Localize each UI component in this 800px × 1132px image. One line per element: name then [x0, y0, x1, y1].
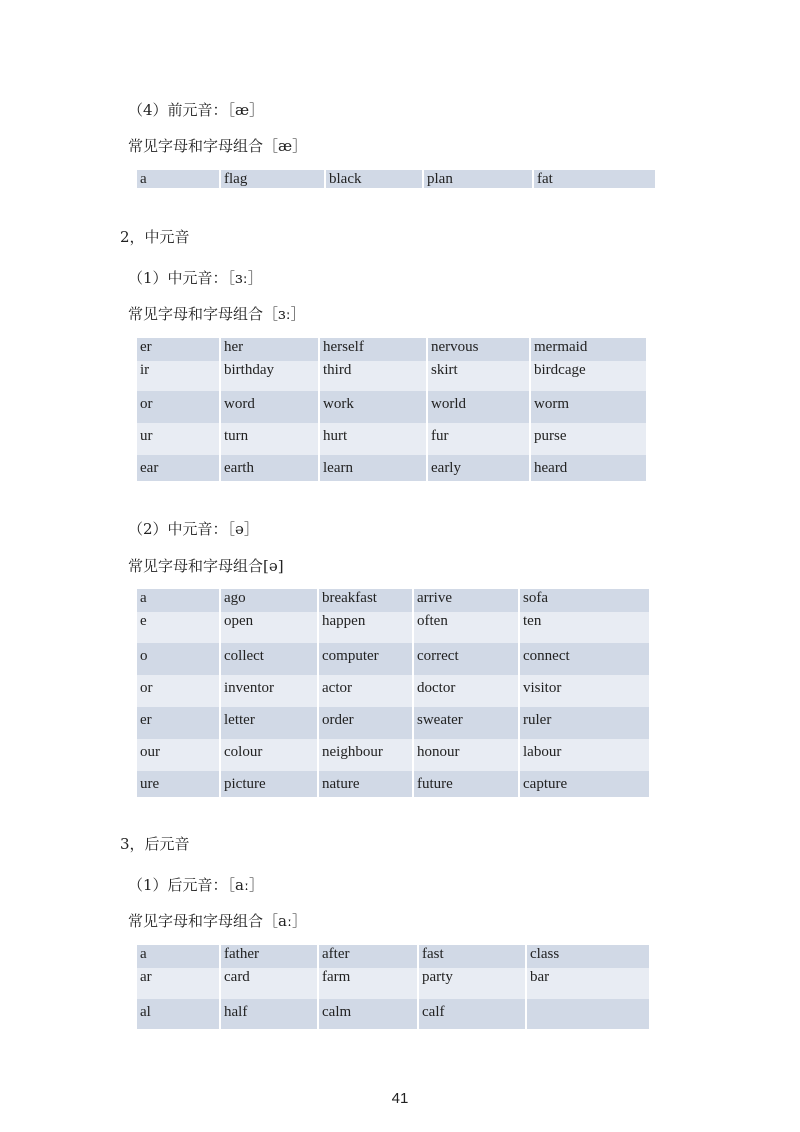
table-cell: her [221, 338, 318, 361]
table-row [137, 338, 646, 361]
table-row [137, 707, 649, 739]
table-cell: party [419, 968, 525, 999]
table-cell: card [221, 968, 317, 999]
back1-caption: 常见字母和字母组合［aː］ [128, 912, 307, 930]
table-cell: visitor [520, 675, 649, 707]
table-cell: father [221, 945, 317, 968]
table-cell: work [320, 391, 426, 423]
table-cell: al [137, 999, 219, 1029]
table-cell: capture [520, 771, 649, 797]
table-cell: calf [419, 999, 525, 1029]
table-cell: fur [428, 423, 529, 455]
table-cell: turn [221, 423, 318, 455]
table-cell: collect [221, 643, 317, 675]
middle-vowel-heading: 2，中元音 [120, 228, 190, 246]
table-cell: early [428, 455, 529, 481]
table-cell: a [137, 170, 219, 188]
table-cell: nature [319, 771, 412, 797]
back1-heading: （1）后元音：［aː］ [128, 876, 265, 894]
table-cell: sofa [520, 589, 649, 612]
table-cell: er [137, 338, 219, 361]
table-cell: arrive [414, 589, 518, 612]
table-row [137, 612, 649, 643]
table-cell: world [428, 391, 529, 423]
table-cell: third [320, 361, 426, 391]
table-cell: farm [319, 968, 417, 999]
table-cell: purse [531, 423, 646, 455]
table-cell: sweater [414, 707, 518, 739]
table-cell: earth [221, 455, 318, 481]
table-cell: calm [319, 999, 417, 1029]
table-cell: a [137, 945, 219, 968]
ae-table [135, 170, 657, 188]
table-row [137, 675, 649, 707]
table-cell: mermaid [531, 338, 646, 361]
table-cell: fast [419, 945, 525, 968]
table-cell: e [137, 612, 219, 643]
table-cell: word [221, 391, 318, 423]
table-cell: ago [221, 589, 317, 612]
table-cell: computer [319, 643, 412, 675]
table-row [137, 643, 649, 675]
mid1-caption: 常见字母和字母组合［ɜː］ [128, 305, 306, 323]
table-cell: picture [221, 771, 317, 797]
table-row [137, 361, 646, 391]
table-cell: learn [320, 455, 426, 481]
table-cell: after [319, 945, 417, 968]
table-cell: flag [221, 170, 324, 188]
table-row [137, 589, 649, 612]
table-cell: order [319, 707, 412, 739]
table-cell: black [326, 170, 422, 188]
table-row [137, 170, 655, 188]
table-cell: heard [531, 455, 646, 481]
table-cell: inventor [221, 675, 317, 707]
table-cell: worm [531, 391, 646, 423]
mid2-caption: 常见字母和字母组合[ə] [128, 557, 284, 575]
schwa-table [135, 589, 651, 797]
table-cell: ar [137, 968, 219, 999]
table-cell: correct [414, 643, 518, 675]
table-row [137, 968, 649, 999]
table-cell: happen [319, 612, 412, 643]
table-cell: or [137, 391, 219, 423]
table-cell [527, 999, 649, 1029]
table-row [137, 391, 646, 423]
table-cell: nervous [428, 338, 529, 361]
table-cell: plan [424, 170, 532, 188]
table-row [137, 423, 646, 455]
table-cell: breakfast [319, 589, 412, 612]
mid2-heading: （2）中元音：［ə］ [128, 520, 259, 538]
table-cell: colour [221, 739, 317, 771]
table-cell: bar [527, 968, 649, 999]
table-cell: letter [221, 707, 317, 739]
table-cell: birthday [221, 361, 318, 391]
table-cell: o [137, 643, 219, 675]
table-cell: ur [137, 423, 219, 455]
table-row [137, 999, 649, 1029]
er-long-table [135, 338, 648, 481]
table-cell: er [137, 707, 219, 739]
table-cell: labour [520, 739, 649, 771]
table-cell: herself [320, 338, 426, 361]
table-cell: skirt [428, 361, 529, 391]
table-cell: often [414, 612, 518, 643]
table-cell: half [221, 999, 317, 1029]
table-cell: neighbour [319, 739, 412, 771]
table-row [137, 455, 646, 481]
table-cell: open [221, 612, 317, 643]
table-cell: connect [520, 643, 649, 675]
page-number: 41 [391, 1090, 409, 1107]
table-cell: honour [414, 739, 518, 771]
front-vowel-caption: 常见字母和字母组合［æ］ [128, 137, 308, 155]
table-cell: future [414, 771, 518, 797]
table-cell: birdcage [531, 361, 646, 391]
front-vowel-heading: （4）前元音：［æ］ [128, 101, 265, 119]
table-row [137, 771, 649, 797]
table-cell: doctor [414, 675, 518, 707]
table-cell: a [137, 589, 219, 612]
table-row [137, 945, 649, 968]
table-cell: ir [137, 361, 219, 391]
a-long-table [135, 945, 651, 1029]
mid1-heading: （1）中元音：［ɜː］ [128, 269, 263, 287]
table-cell: ear [137, 455, 219, 481]
table-cell: hurt [320, 423, 426, 455]
table-row [137, 739, 649, 771]
table-cell: fat [534, 170, 655, 188]
table-cell: or [137, 675, 219, 707]
table-cell: ure [137, 771, 219, 797]
table-cell: class [527, 945, 649, 968]
table-cell: our [137, 739, 219, 771]
table-cell: actor [319, 675, 412, 707]
table-cell: ten [520, 612, 649, 643]
back-vowel-heading: 3，后元音 [120, 835, 190, 853]
table-cell: ruler [520, 707, 649, 739]
